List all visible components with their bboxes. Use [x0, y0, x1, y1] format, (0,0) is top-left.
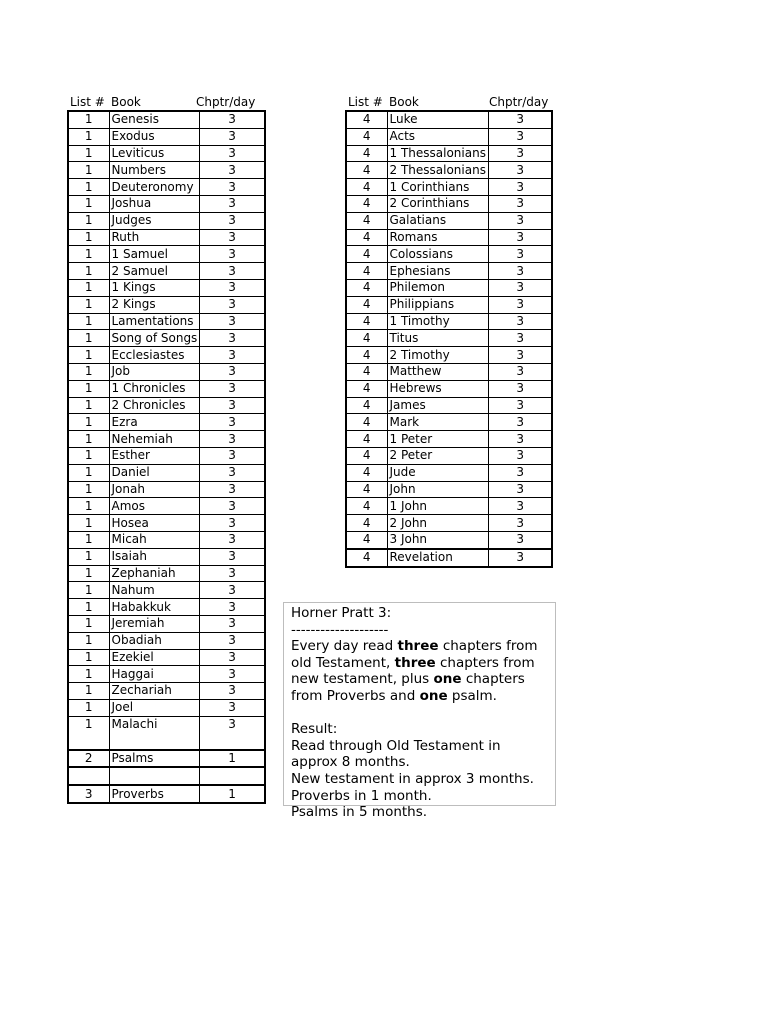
table-row [346, 145, 552, 162]
list-number-cell: 1 [68, 279, 109, 296]
book-cell: Genesis [109, 111, 200, 128]
chapters-per-day-cell: 3 [488, 531, 552, 548]
book-cell: Jude [387, 464, 488, 481]
list-number-cell: 4 [346, 111, 387, 128]
table-row [68, 649, 265, 666]
table-row [346, 279, 552, 296]
book-cell: Joel [109, 699, 200, 716]
book-cell: Hosea [109, 515, 200, 532]
note-line-1: Every day read three chapters from [291, 638, 538, 655]
chapters-per-day-cell: 3 [200, 431, 265, 448]
list-number-cell: 1 [68, 699, 109, 716]
chapters-per-day-cell: 3 [488, 195, 552, 212]
table-row [68, 195, 265, 212]
chapters-per-day-cell: 3 [488, 212, 552, 229]
chapters-per-day-cell: 3 [200, 582, 265, 599]
chapters-per-day-cell: 1 [200, 750, 265, 768]
table-row [346, 414, 552, 431]
list-number-cell: 4 [346, 313, 387, 330]
list-number-cell: 4 [346, 179, 387, 196]
list-number-cell: 4 [346, 195, 387, 212]
book-cell [109, 767, 200, 785]
book-cell: Ecclesiastes [109, 347, 200, 364]
list-number-cell: 1 [68, 397, 109, 414]
list-number-cell: 1 [68, 464, 109, 481]
chapters-per-day-cell: 3 [200, 229, 265, 246]
book-cell: Haggai [109, 666, 200, 683]
list-number-cell: 1 [68, 515, 109, 532]
left-header-chapters: Chptr/day [196, 95, 256, 109]
chapters-per-day-cell: 3 [488, 464, 552, 481]
list-number-cell: 4 [346, 481, 387, 498]
chapters-per-day-cell: 3 [488, 498, 552, 515]
table-row [68, 785, 265, 803]
table-row [68, 699, 265, 716]
book-cell: Jeremiah [109, 615, 200, 632]
table-row [68, 750, 265, 768]
chapters-per-day-cell: 3 [488, 447, 552, 464]
table-row [68, 599, 265, 616]
chapters-per-day-cell: 3 [488, 162, 552, 179]
table-row [346, 296, 552, 313]
chapters-per-day-cell: 3 [488, 363, 552, 380]
chapters-per-day-cell: 3 [200, 716, 265, 750]
table-row [68, 481, 265, 498]
table-row [68, 683, 265, 700]
book-cell: Isaiah [109, 548, 200, 565]
chapters-per-day-cell: 3 [200, 128, 265, 145]
book-cell: Nehemiah [109, 431, 200, 448]
table-row [346, 549, 552, 567]
result-line-4: Proverbs in 1 month. [291, 787, 432, 804]
old-testament-table [67, 110, 266, 804]
book-cell: Titus [387, 330, 488, 347]
list-number-cell [68, 767, 109, 785]
book-cell: 2 Kings [109, 296, 200, 313]
list-number-cell: 1 [68, 683, 109, 700]
book-cell: Ezekiel [109, 649, 200, 666]
table-row [346, 313, 552, 330]
book-cell: Ezra [109, 414, 200, 431]
book-cell: 2 Thessalonians [387, 162, 488, 179]
book-cell: 2 Timothy [387, 347, 488, 364]
table-row [68, 347, 265, 364]
list-number-cell: 1 [68, 212, 109, 229]
table-row [68, 145, 265, 162]
list-number-cell: 1 [68, 447, 109, 464]
list-number-cell: 3 [68, 785, 109, 803]
chapters-per-day-cell: 3 [488, 330, 552, 347]
chapters-per-day-cell: 3 [488, 414, 552, 431]
book-cell: Colossians [387, 246, 488, 263]
table-row [68, 666, 265, 683]
list-number-cell: 1 [68, 565, 109, 582]
table-row [68, 313, 265, 330]
chapters-per-day-cell: 3 [488, 380, 552, 397]
table-row [346, 431, 552, 448]
list-number-cell: 4 [346, 128, 387, 145]
plan-note-text [291, 605, 538, 821]
list-number-cell: 4 [346, 229, 387, 246]
list-number-cell: 1 [68, 145, 109, 162]
table-row [346, 464, 552, 481]
list-number-cell: 2 [68, 750, 109, 768]
list-number-cell: 1 [68, 313, 109, 330]
book-cell: 2 Corinthians [387, 195, 488, 212]
table-row [68, 128, 265, 145]
book-cell: Jonah [109, 481, 200, 498]
book-cell: Ruth [109, 229, 200, 246]
book-cell: Proverbs [109, 785, 200, 803]
table-row [68, 632, 265, 649]
chapters-per-day-cell: 3 [200, 330, 265, 347]
list-number-cell: 4 [346, 347, 387, 364]
list-number-cell: 4 [346, 246, 387, 263]
list-number-cell: 1 [68, 347, 109, 364]
table-row [346, 363, 552, 380]
book-cell: Lamentations [109, 313, 200, 330]
chapters-per-day-cell: 3 [488, 179, 552, 196]
result-line-3: New testament in approx 3 months. [291, 770, 534, 787]
chapters-per-day-cell: 3 [200, 380, 265, 397]
chapters-per-day-cell: 3 [200, 111, 265, 128]
right-header-list: List # [348, 95, 383, 109]
chapters-per-day-cell: 3 [200, 649, 265, 666]
book-cell: Esther [109, 447, 200, 464]
book-cell: Habakkuk [109, 599, 200, 616]
table-row [346, 246, 552, 263]
list-number-cell: 4 [346, 363, 387, 380]
chapters-per-day-cell: 3 [200, 531, 265, 548]
list-number-cell: 4 [346, 162, 387, 179]
table-row [68, 397, 265, 414]
book-cell: 2 Chronicles [109, 397, 200, 414]
chapters-per-day-cell: 3 [488, 279, 552, 296]
book-cell: Galatians [387, 212, 488, 229]
book-cell: Acts [387, 128, 488, 145]
book-cell: 1 Samuel [109, 246, 200, 263]
book-cell: Revelation [387, 549, 488, 567]
book-cell: Daniel [109, 464, 200, 481]
chapters-per-day-cell: 3 [200, 632, 265, 649]
chapters-per-day-cell: 3 [200, 296, 265, 313]
table-row [68, 380, 265, 397]
chapters-per-day-cell: 3 [200, 565, 265, 582]
book-cell: Nahum [109, 582, 200, 599]
chapters-per-day-cell: 3 [200, 347, 265, 364]
book-cell: John [387, 481, 488, 498]
book-cell: Mark [387, 414, 488, 431]
book-cell: Numbers [109, 162, 200, 179]
table-row [68, 229, 265, 246]
table-row [346, 330, 552, 347]
chapters-per-day-cell: 3 [488, 229, 552, 246]
table-row [346, 162, 552, 179]
book-cell: Hebrews [387, 380, 488, 397]
table-row [68, 431, 265, 448]
note-line-3: new testament, plus one chapters [291, 671, 525, 688]
chapters-per-day-cell: 3 [200, 447, 265, 464]
chapters-per-day-cell: 3 [488, 296, 552, 313]
list-number-cell: 1 [68, 263, 109, 280]
result-line-2: approx 8 months. [291, 754, 410, 771]
table-row [68, 548, 265, 565]
book-cell: Zechariah [109, 683, 200, 700]
book-cell: 2 John [387, 515, 488, 532]
chapters-per-day-cell: 3 [200, 615, 265, 632]
list-number-cell: 4 [346, 279, 387, 296]
table-row [68, 162, 265, 179]
book-cell: Job [109, 363, 200, 380]
list-number-cell: 4 [346, 414, 387, 431]
table-row [346, 447, 552, 464]
chapters-per-day-cell: 3 [488, 481, 552, 498]
list-number-cell: 4 [346, 531, 387, 548]
book-cell: 1 Thessalonians [387, 145, 488, 162]
list-number-cell: 4 [346, 447, 387, 464]
list-number-cell: 4 [346, 549, 387, 567]
book-cell: 3 John [387, 531, 488, 548]
list-number-cell: 1 [68, 531, 109, 548]
book-cell: Judges [109, 212, 200, 229]
chapters-per-day-cell: 3 [488, 313, 552, 330]
table-row [68, 464, 265, 481]
list-number-cell: 1 [68, 615, 109, 632]
list-number-cell: 1 [68, 330, 109, 347]
list-number-cell: 4 [346, 397, 387, 414]
list-number-cell: 1 [68, 481, 109, 498]
table-row [346, 515, 552, 532]
table-row [346, 481, 552, 498]
table-row [68, 716, 265, 750]
book-cell: 2 Peter [387, 447, 488, 464]
book-cell: Micah [109, 531, 200, 548]
book-cell: Psalms [109, 750, 200, 768]
table-row [68, 582, 265, 599]
list-number-cell: 1 [68, 111, 109, 128]
book-cell: 1 Kings [109, 279, 200, 296]
list-number-cell: 1 [68, 716, 109, 750]
table-row [68, 296, 265, 313]
chapters-per-day-cell: 3 [200, 464, 265, 481]
chapters-per-day-cell: 3 [200, 162, 265, 179]
book-cell: 1 Timothy [387, 313, 488, 330]
table-row [346, 179, 552, 196]
table-row [68, 767, 265, 785]
chapters-per-day-cell: 3 [200, 498, 265, 515]
chapters-per-day-cell: 3 [200, 515, 265, 532]
chapters-per-day-cell: 3 [200, 548, 265, 565]
list-number-cell: 1 [68, 296, 109, 313]
table-row [68, 279, 265, 296]
chapters-per-day-cell: 3 [200, 263, 265, 280]
list-number-cell: 4 [346, 464, 387, 481]
table-row [346, 195, 552, 212]
chapters-per-day-cell: 3 [488, 397, 552, 414]
list-number-cell: 1 [68, 246, 109, 263]
book-cell: James [387, 397, 488, 414]
table-row [68, 263, 265, 280]
note-line-4: from Proverbs and one psalm. [291, 687, 497, 704]
chapters-per-day-cell: 3 [200, 683, 265, 700]
list-number-cell: 1 [68, 363, 109, 380]
book-cell: Zephaniah [109, 565, 200, 582]
chapters-per-day-cell: 3 [488, 111, 552, 128]
chapters-per-day-cell: 3 [200, 212, 265, 229]
book-cell: Philippians [387, 296, 488, 313]
chapters-per-day-cell: 3 [488, 128, 552, 145]
table-row [68, 615, 265, 632]
book-cell: Song of Songs [109, 330, 200, 347]
table-row [346, 347, 552, 364]
table-row [346, 531, 552, 548]
list-number-cell: 1 [68, 431, 109, 448]
chapters-per-day-cell: 3 [488, 347, 552, 364]
list-number-cell: 1 [68, 599, 109, 616]
list-number-cell: 4 [346, 263, 387, 280]
book-cell: Leviticus [109, 145, 200, 162]
book-cell: Ephesians [387, 263, 488, 280]
chapters-per-day-cell: 3 [200, 179, 265, 196]
table-row [346, 212, 552, 229]
book-cell: Romans [387, 229, 488, 246]
list-number-cell: 4 [346, 145, 387, 162]
list-number-cell: 1 [68, 162, 109, 179]
note-title: Horner Pratt 3: [291, 605, 392, 621]
book-cell: Luke [387, 111, 488, 128]
list-number-cell: 1 [68, 195, 109, 212]
right-header-book: Book [389, 95, 419, 109]
list-number-cell: 1 [68, 128, 109, 145]
chapters-per-day-cell: 3 [200, 195, 265, 212]
book-cell: 1 Peter [387, 431, 488, 448]
new-testament-table [345, 110, 553, 568]
chapters-per-day-cell: 3 [200, 699, 265, 716]
book-cell: 1 Chronicles [109, 380, 200, 397]
left-header-list: List # [70, 95, 105, 109]
chapters-per-day-cell: 3 [488, 431, 552, 448]
result-line-5: Psalms in 5 months. [291, 804, 428, 821]
chapters-per-day-cell: 3 [488, 549, 552, 567]
list-number-cell: 4 [346, 380, 387, 397]
chapters-per-day-cell: 3 [200, 481, 265, 498]
list-number-cell: 4 [346, 296, 387, 313]
chapters-per-day-cell: 3 [200, 397, 265, 414]
list-number-cell: 1 [68, 666, 109, 683]
table-row [68, 498, 265, 515]
chapters-per-day-cell: 3 [200, 246, 265, 263]
left-header-book: Book [111, 95, 141, 109]
table-row [68, 363, 265, 380]
book-cell: 1 John [387, 498, 488, 515]
table-row [68, 179, 265, 196]
table-row [346, 263, 552, 280]
chapters-per-day-cell: 3 [200, 666, 265, 683]
chapters-per-day-cell: 3 [200, 279, 265, 296]
table-row [68, 565, 265, 582]
result-line-1: Read through Old Testament in [291, 737, 501, 754]
result-title: Result: [291, 721, 338, 738]
list-number-cell: 1 [68, 548, 109, 565]
list-number-cell: 1 [68, 179, 109, 196]
right-header-chapters: Chptr/day [489, 95, 549, 109]
list-number-cell: 1 [68, 632, 109, 649]
chapters-per-day-cell: 3 [488, 145, 552, 162]
list-number-cell: 4 [346, 431, 387, 448]
table-row [68, 531, 265, 548]
table-row [68, 447, 265, 464]
book-cell: Obadiah [109, 632, 200, 649]
book-cell: Deuteronomy [109, 179, 200, 196]
table-row [346, 498, 552, 515]
book-cell: 1 Corinthians [387, 179, 488, 196]
chapters-per-day-cell: 3 [200, 599, 265, 616]
book-cell: Amos [109, 498, 200, 515]
list-number-cell: 1 [68, 414, 109, 431]
chapters-per-day-cell [200, 767, 265, 785]
book-cell: Exodus [109, 128, 200, 145]
chapters-per-day-cell: 1 [200, 785, 265, 803]
book-cell: 2 Samuel [109, 263, 200, 280]
book-cell: Matthew [387, 363, 488, 380]
list-number-cell: 1 [68, 498, 109, 515]
chapters-per-day-cell: 3 [488, 246, 552, 263]
chapters-per-day-cell: 3 [200, 145, 265, 162]
chapters-per-day-cell: 3 [488, 263, 552, 280]
table-row [346, 380, 552, 397]
table-row [346, 229, 552, 246]
list-number-cell: 4 [346, 515, 387, 532]
list-number-cell: 1 [68, 380, 109, 397]
table-row [68, 246, 265, 263]
table-row [68, 330, 265, 347]
list-number-cell: 4 [346, 330, 387, 347]
book-cell: Philemon [387, 279, 488, 296]
list-number-cell: 4 [346, 212, 387, 229]
list-number-cell: 1 [68, 582, 109, 599]
note-rule: -------------------- [291, 621, 389, 638]
chapters-per-day-cell: 3 [200, 414, 265, 431]
table-row [68, 414, 265, 431]
list-number-cell: 1 [68, 649, 109, 666]
table-row [68, 212, 265, 229]
note-line-2: old Testament, three chapters from [291, 654, 535, 671]
table-row [346, 397, 552, 414]
table-row [346, 128, 552, 145]
book-cell: Malachi [109, 716, 200, 750]
chapters-per-day-cell: 3 [200, 363, 265, 380]
book-cell: Joshua [109, 195, 200, 212]
table-row [68, 515, 265, 532]
chapters-per-day-cell: 3 [488, 515, 552, 532]
table-row [68, 111, 265, 128]
list-number-cell: 1 [68, 229, 109, 246]
list-number-cell: 4 [346, 498, 387, 515]
chapters-per-day-cell: 3 [200, 313, 265, 330]
table-row [346, 111, 552, 128]
